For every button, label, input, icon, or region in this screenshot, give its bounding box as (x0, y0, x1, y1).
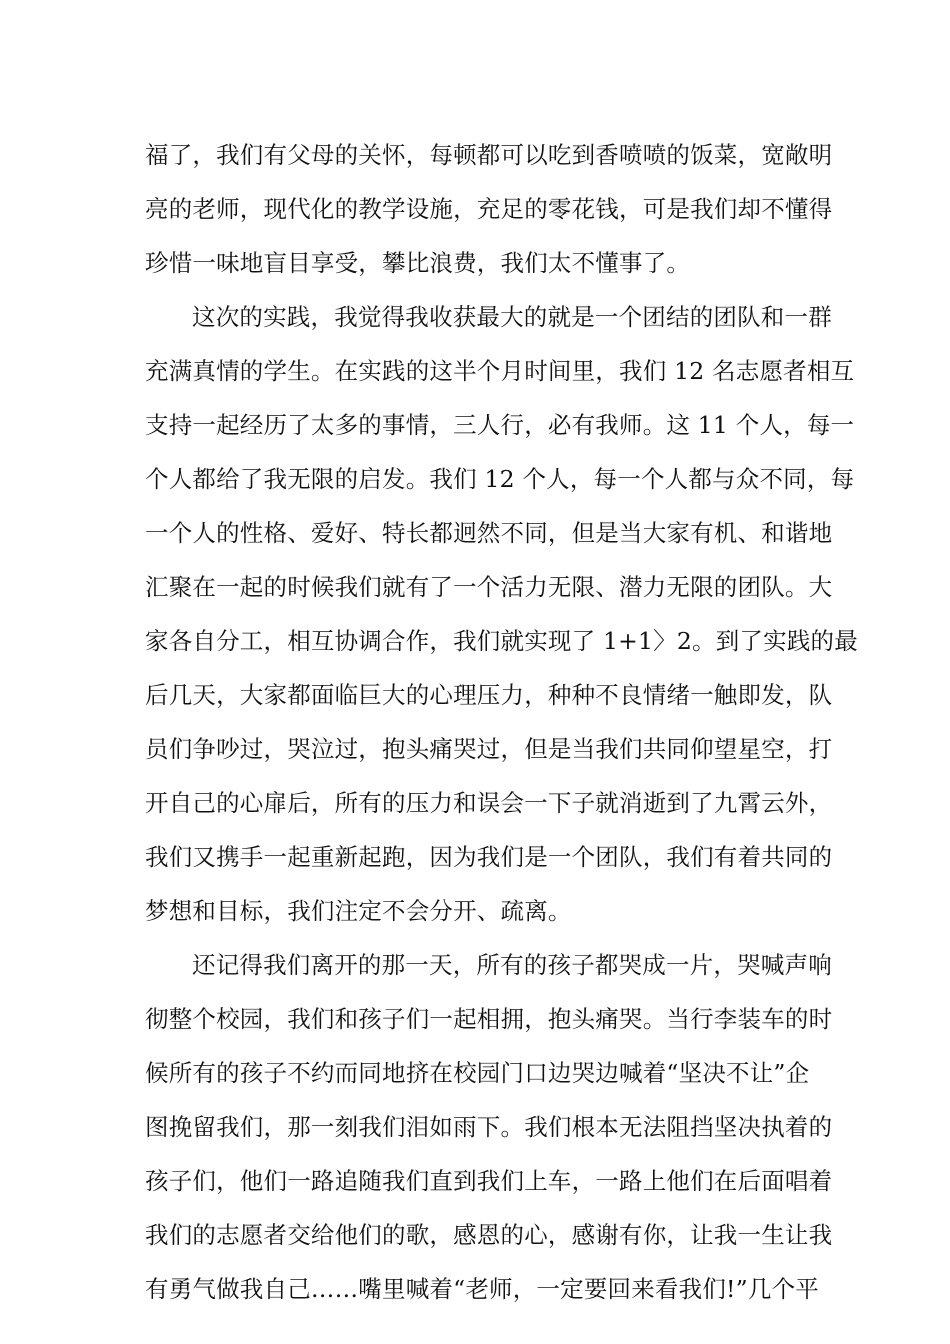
text-line: 汇聚在一起的时候我们就有了一个活力无限、潜力无限的团队。大 (145, 573, 833, 601)
text-line: 孩子们，他们一路追随我们直到我们上车，一路上他们在后面唱着 (145, 1167, 833, 1195)
text-line: 支持一起经历了太多的事情，三人行，必有我师。这 11 个人，每一 (145, 411, 855, 439)
text-line: 我们的志愿者交给他们的歌，感恩的心，感谢有你，让我一生让我 (145, 1221, 833, 1249)
text-line: 彻整个校园，我们和孩子们一起相拥，抱头痛哭。当行李装车的时 (145, 1005, 833, 1033)
text-line: 充满真情的学生。在实践的这半个月时间里，我们 12 名志愿者相互 (145, 357, 855, 385)
paragraph-first-line: 还记得我们离开的那一天，所有的孩子都哭成一片，哭喊声响 (192, 951, 832, 979)
text-line: 一个人的性格、爱好、特长都迥然不同，但是当大家有机、和谐地 (145, 519, 833, 547)
text-line: 有勇气做我自己……嘴里喊着“老师，一定要回来看我们!”几个平 (145, 1275, 819, 1303)
text-line: 图挽留我们，那一刻我们泪如雨下。我们根本无法阻挡坚决执着的 (145, 1113, 833, 1141)
paragraph-first-line: 这次的实践，我觉得我收获最大的就是一个团结的团队和一群 (192, 303, 832, 331)
text-line: 后几天，大家都面临巨大的心理压力，种种不良情绪一触即发，队 (145, 681, 833, 709)
text-line: 梦想和目标，我们注定不会分开、疏离。 (145, 897, 572, 925)
text-line: 员们争吵过，哭泣过，抱头痛哭过，但是当我们共同仰望星空，打 (145, 735, 833, 763)
text-line: 福了，我们有父母的关怀，每顿都可以吃到香喷喷的饭菜，宽敞明 (145, 141, 833, 169)
text-line: 亮的老师，现代化的教学设施，充足的零花钱，可是我们却不懂得 (145, 195, 833, 223)
text-line: 候所有的孩子不约而同地挤在校园门口边哭边喊着“坚决不让”企 (145, 1059, 810, 1087)
text-line: 我们又携手一起重新起跑，因为我们是一个团队，我们有着共同的 (145, 843, 833, 871)
body-text (145, 128, 858, 1316)
text-line: 开自己的心扉后，所有的压力和误会一下子就消逝到了九霄云外， (145, 789, 833, 817)
text-line: 个人都给了我无限的启发。我们 12 个人，每一个人都与众不同，每 (145, 465, 855, 493)
text-line: 家各自分工，相互协调合作，我们就实现了 1+1〉2。到了实践的最 (145, 627, 858, 655)
text-line: 珍惜一味地盲目享受，攀比浪费，我们太不懂事了。 (145, 249, 691, 277)
